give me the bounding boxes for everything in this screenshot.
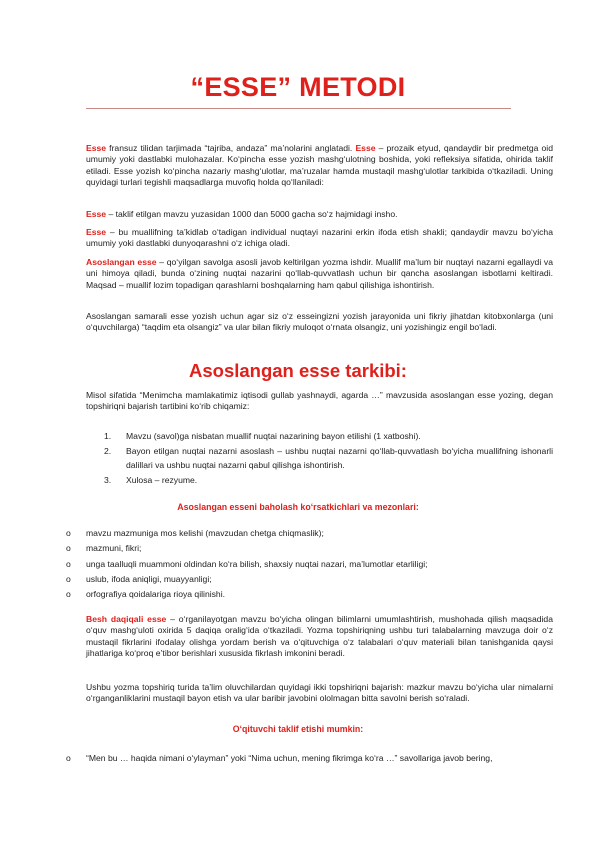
example-intro: Misol sifatida “Menimcha mamlakatimiz iqtisodi gullab yashnaydi, agarda …” mavzusida asoslangan esse yozing, degan topshiriqni bajarish tartibini ko‘rib chiqamiz: bbox=[86, 390, 553, 412]
definition-1 bbox=[86, 209, 553, 220]
term-esse: Esse bbox=[86, 143, 107, 153]
heading-teacher: O‘qituvchi taklif etishi mumkin: bbox=[232, 724, 364, 734]
list-item bbox=[66, 541, 553, 556]
intro-paragraph bbox=[86, 143, 553, 188]
step-text: Xulosa – rezyume. bbox=[126, 474, 198, 485]
step-text: Mavzu (savol)ga nisbatan muallif nuqtai nazarining bayon etilishi (1 xatboshi). bbox=[126, 431, 421, 441]
definition-3-text: – qo‘yilgan savolga asosli javob keltirilgan yozma ishdir. Muallif ma’lum bir nuqtayi nazarni egallaydi va uni himoya qiladi, bunda o‘zining nuqtai nazarini qo‘llab-quvvatlash uchun bir qancha asoslangan isbotlarni keltiradi. Maqsad – muallif lozim topadigan qarashlarni boshqalarning ham qabul qilishiga ishontirish. bbox=[86, 257, 554, 290]
criteria-text: orfografiya qoidalariga rioya qilinishi. bbox=[86, 589, 226, 600]
criteria-text: unga taalluqli muammoni oldindan ko‘ra bilish, shaxsiy nuqtai nazari, ma’lumotlar etarliligi; bbox=[86, 558, 428, 569]
definition-1-text: – taklif etilgan mavzu yuzasidan 1000 dan 5000 gacha so‘z hajmidagi insho. bbox=[106, 209, 398, 219]
definition-2-text: – bu muallifning ta’kidlab o‘tadigan individual nuqtayi nazarini erkin ifoda etish shakli; qandaydir mavzu bo‘yicha umumiy yoki dastlabki dunyoqarashni o‘z ichiga oladi. bbox=[86, 227, 553, 249]
step-number: 1. bbox=[104, 431, 112, 441]
step-number: 2. bbox=[104, 445, 112, 456]
list-item bbox=[104, 429, 553, 444]
intro-text-2: – prozaik etyud, qandaydir bir predmetga oid umumiy yoki dastlabki mulohazalar. Ko‘pincha esse yozish mashg‘ulotning boshida, yoki refleksiya sifatida, ohirida taklif etiladi. Esse yozish ko‘pincha nazariy mashg‘ulotlar, ma’ruzalar hamda mustaqil mashg‘ulotlar tarkibida o‘tkaziladi. Uning quyidagi turlari tegishli maqsadlarga muvofiq holda qo‘llaniladi: bbox=[86, 143, 553, 187]
criteria-text: mavzu mazmuniga mos kelishi (mavzudan chetga chiqmaslik); bbox=[86, 528, 324, 538]
list-item bbox=[104, 444, 553, 473]
bullet-icon: o bbox=[66, 558, 71, 569]
success-paragraph: Asoslangan samarali esse yozish uchun agar siz o‘z esseingizni yozish jarayonida uni fikriy jihatdan kitobxonlarga (uni o‘quvchilarga) “taqdim eta olsangiz” va ular bilan fikriy muloqot o‘rnata olsangiz, uni yozishingiz engil bo‘ladi. bbox=[86, 311, 553, 333]
definition-2 bbox=[86, 227, 553, 250]
term-esse-2: Esse bbox=[355, 143, 376, 153]
step-text: Bayon etilgan nuqtai nazarni asoslash – ushbu nuqtai nazarni qo‘llab-quvvatlash bo‘yicha muallifning ishonarli dalillari va ushbu nuqtai nazarni qabul qilishga ishontirish. bbox=[126, 445, 553, 470]
title-underline bbox=[86, 108, 511, 109]
list-item bbox=[104, 473, 553, 488]
page-title: “ESSE” METODI bbox=[190, 72, 406, 102]
five-minute-term: Besh daqiqali esse bbox=[86, 614, 167, 624]
heading-criteria: Asoslangan esseni baholash ko‘rsatkichlari va mezonlari: bbox=[177, 502, 419, 512]
bullet-icon: o bbox=[66, 589, 71, 600]
criteria-text: uslub, ifoda aniqligi, muayyanligi; bbox=[86, 573, 212, 584]
five-minute-paragraph bbox=[86, 614, 553, 659]
list-item bbox=[66, 587, 553, 602]
bullet-icon: o bbox=[66, 543, 71, 554]
list-item bbox=[66, 751, 553, 766]
step-number: 3. bbox=[104, 474, 112, 485]
definition-2-term: Esse bbox=[86, 227, 107, 237]
bullet-icon: o bbox=[66, 753, 71, 763]
criteria-text: mazmuni, fikri; bbox=[86, 543, 142, 554]
teacher-item-text: “Men bu … haqida nimani o‘ylayman” yoki “Nima uchun, mening fikrimga ko‘ra …” savollariga javob bering, bbox=[86, 753, 493, 763]
bullet-icon: o bbox=[66, 573, 71, 584]
list-item bbox=[66, 557, 553, 572]
list-item bbox=[66, 572, 553, 587]
definition-1-term: Esse bbox=[86, 209, 107, 219]
bullet-icon: o bbox=[66, 528, 71, 538]
five-minute-text: – o‘rganilayotgan mavzu bo‘yicha olingan bilimlarni umumlashtirish, mushohada qilish maqsadida o‘quv mashg‘uloti oxirida 5 daqiqa oralig‘ida o‘tkaziladi. Yozma topshiriqning ushbu turi talabalarning mavzuga doir o‘z mustaqil fikrlarini ifodalay olishga yordam berish va o‘qituvchiga o‘z talabalari o‘quv materiali bilan tanishganida qaysi jihatlariga ko‘proq e’tibor berishlari xususida fikrlash imkonini beradi. bbox=[86, 614, 553, 658]
teacher-list bbox=[66, 751, 553, 766]
list-item bbox=[66, 526, 553, 541]
steps-list bbox=[104, 429, 553, 487]
definition-3-term: Asoslangan esse bbox=[86, 257, 157, 267]
intro-text-1: fransuz tilidan tarjimada “tajriba, andaza” ma’nolarini anglatadi. bbox=[106, 143, 356, 153]
task-paragraph: Ushbu yozma topshiriq turida ta’lim oluvchilardan quyidagi ikki topshiriqni bajarish: mazkur mavzu bo‘yicha ular nimalarni o‘rganganliklarini mustaqil bayon etish va ular baribir javobini ololmagan bitta savolni berish so‘raladi. bbox=[86, 682, 553, 704]
definition-3 bbox=[86, 257, 553, 291]
criteria-list bbox=[66, 526, 553, 602]
heading-structure: Asoslangan esse tarkibi: bbox=[189, 360, 407, 381]
